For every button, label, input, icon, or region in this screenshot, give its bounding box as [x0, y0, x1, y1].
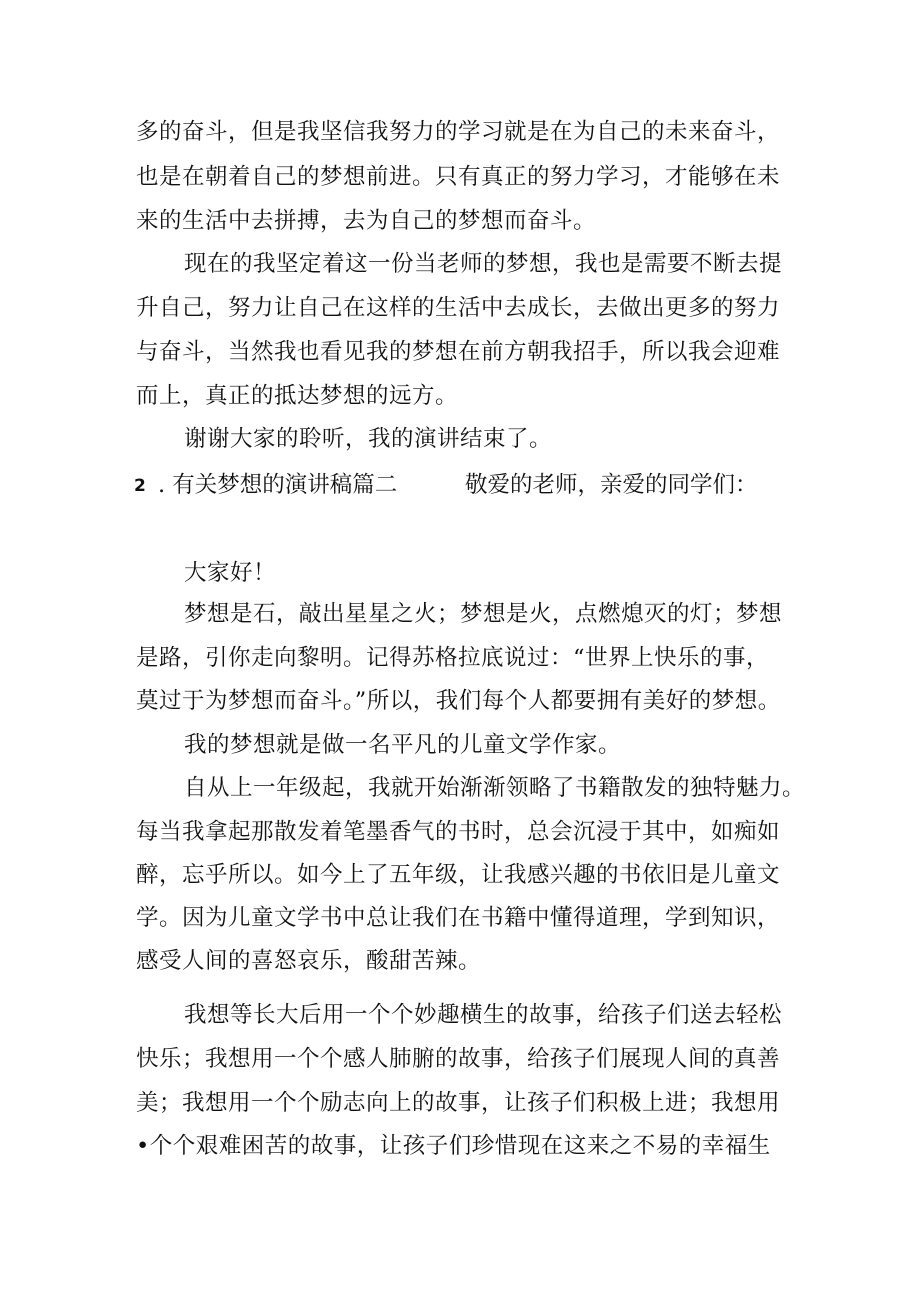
text-line: 是路，引你走向黎明。记得苏格拉底说过：“世界上快乐的事， [136, 645, 770, 671]
text-line: 我想等长大后用一个个妙趣横生的故事，给孩子们送去轻松 [184, 1002, 783, 1028]
text-line: 大家好！ [184, 560, 277, 586]
text-line: 多的奋斗，但是我坚信我努力的学习就是在为自己的未来奋斗， [136, 119, 781, 145]
text-line: 梦想是石，敲出星星之火；梦想是火，点燃熄灭的灯；梦想 [184, 601, 783, 627]
text-line: 来的生活中去拼搏，去为自己的梦想而奋斗。 [136, 208, 597, 234]
text-line: 自从上一年级起，我就开始渐渐领略了书籍散发的独特魅力。 [184, 775, 806, 801]
text-line: 我的梦想就是做一名平凡的儿童文学作家。 [184, 732, 622, 758]
heading-greeting: 敬爱的老师，亲爱的同学们： [465, 472, 758, 498]
text-line: 也是在朝着自己的梦想前进。只有真正的努力学习，才能够在未 [136, 164, 781, 190]
text-line: 而上，真正的抵达梦想的远方。 [136, 383, 459, 409]
text-line: 升自己，努力让自己在这样的生活中去成长，去做出更多的努力 [136, 295, 781, 321]
text-line: 莫过于为梦想而奋斗。”所以，我们每个人都要拥有美好的梦想。 [136, 688, 781, 714]
heading-number: 2 [134, 476, 146, 496]
text-line: 感受人间的喜怒哀乐，酸甜苦辣。 [136, 948, 482, 974]
text-line: 每当我拿起那散发着笔墨香气的书时，总会沉浸于其中，如痴如 [136, 819, 781, 845]
heading-title: . 有关梦想的演讲稿篇二 [158, 472, 398, 498]
text-line: 快乐；我想用一个个感人肺腑的故事，给孩子们展现人间的真善 [136, 1046, 781, 1072]
text-line: 学。因为儿童文学书中总让我们在书籍中懂得道理，学到知识， [136, 905, 781, 931]
text-line: •个个艰难困苦的故事，让孩子们珍惜现在这来之不易的幸福生 [136, 1133, 771, 1159]
text-line: 现在的我坚定着这一份当老师的梦想，我也是需要不断去提 [184, 251, 783, 277]
text-line: 醉，忘乎所以。如今上了五年级，让我感兴趣的书依旧是儿童文 [136, 862, 781, 888]
text-line: 美；我想用一个个励志向上的故事，让孩子们积极上进；我想用 [136, 1090, 781, 1116]
text-line: 谢谢大家的聆听，我的演讲结束了。 [184, 426, 553, 452]
text-line: 与奋斗，当然我也看见我的梦想在前方朝我招手，所以我会迎难 [136, 339, 781, 365]
